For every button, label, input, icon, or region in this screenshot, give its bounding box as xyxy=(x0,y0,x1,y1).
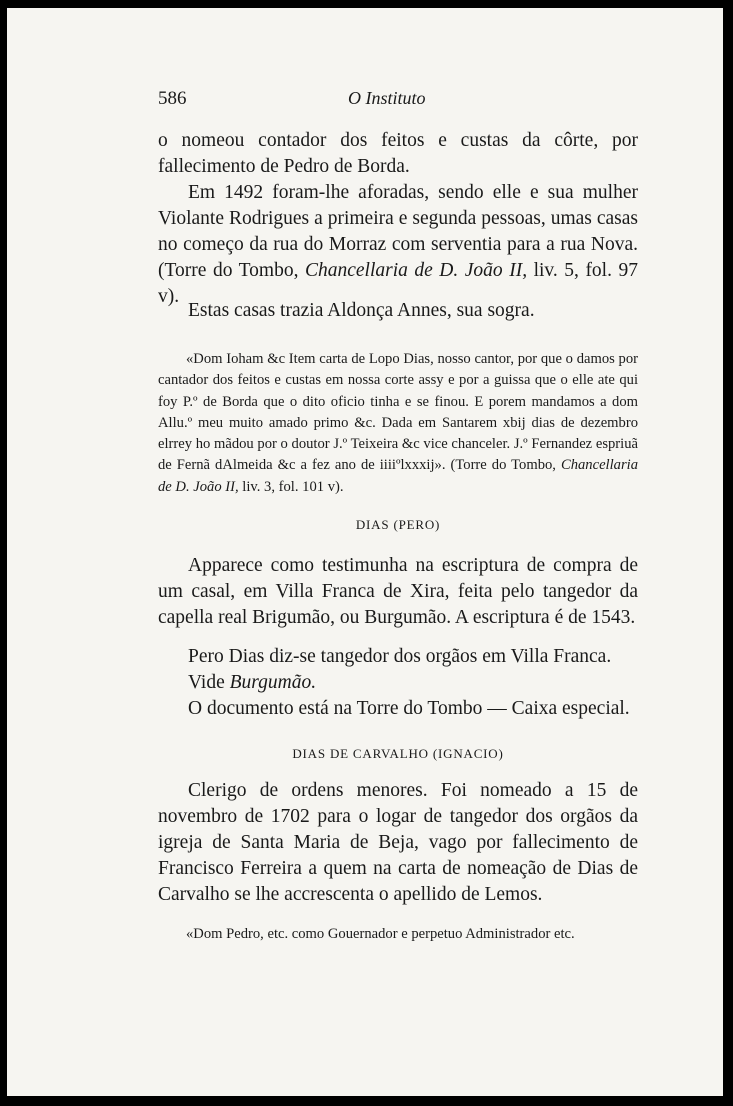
paragraph-clerigo: Clerigo de ordens menores. Foi nomeado a 15 de novembro de 1702 para o logar de tangedor dos orgãos da igreja de Santa Maria de Beja, vago por fallecimento de Francisco Ferreira a quem na carta de nomeação de Dias de Carvalho se lhe accrescenta o apellido de Lemos. xyxy=(158,780,638,905)
quote-dom-pedro: «Dom Pedro, etc. como Gouernador e perpetuo Administrador etc. xyxy=(186,926,575,942)
quote-carta-italic: Chancellaria de D. João II, xyxy=(158,457,638,495)
paragraph-aforadas-text: Em 1492 foram-lhe aforadas, sendo elle e sua mulher Violante Rodrigues a primeira e segunda pessoas, umas casas no começo da rua do Morraz com serventia para a rua Nova. (Torre do Tombo, xyxy=(158,182,638,281)
paragraph-vide xyxy=(158,670,638,696)
paragraph-aforadas-italic: Chancellaria de D. João II, xyxy=(304,260,528,281)
page-number: 586 xyxy=(158,88,187,109)
section-heading-dias-carvalho xyxy=(158,746,638,762)
section-heading-dias-carvalho-text: DIAS DE CARVALHO (IGNACIO) xyxy=(292,746,504,761)
quote-carta-lopo-dias xyxy=(158,349,638,498)
quote-carta-tail: liv. 3, fol. 101 v). xyxy=(238,478,344,495)
paragraph-aforadas-tail: liv. 5, fol. 97 v). xyxy=(158,260,638,307)
section-heading-dias-pero-text: DIAS (PERO) xyxy=(355,517,441,532)
paragraph-casas: Estas casas trazia Aldonça Annes, sua sogra. xyxy=(188,300,535,321)
paragraph-apparece: Apparece como testimunha na escriptura de compra de um casal, em Villa Franca de Xira, feita pelo tangedor da capella real Brigumão, ou Burgumão. A escriptura é de 1543. xyxy=(158,555,638,628)
page-header xyxy=(158,88,638,112)
book-page xyxy=(7,8,723,1096)
paragraph-continuation: o nomeou contador dos feitos e custas da côrte, por fallecimento de Pedro de Borda. xyxy=(158,130,638,177)
paragraph-vide-text: Vide xyxy=(188,672,230,693)
paragraph-aforadas xyxy=(158,180,638,310)
paragraph-vide-italic: Burgumão. xyxy=(229,672,317,693)
paragraph-documento: O documento está na Torre do Tombo — Caixa especial. xyxy=(188,698,630,719)
section-heading-dias-pero xyxy=(158,517,638,533)
paragraph-pero-dias: Pero Dias diz-se tangedor dos orgãos em Villa Franca. xyxy=(188,646,612,667)
running-title: O Instituto xyxy=(348,88,426,108)
quote-carta-text: «Dom Ioham &c Item carta de Lopo Dias, nosso cantor, por que o damos por cantador dos feitos e custas em nossa corte assy e por a guissa que o elle ate qui foy P.º de Borda que o dito oficio tinha e se finou. E porem mandamos a dom Allu.º meu muito amado primo &c. Dada em Santarem xbij dias de dezembro elrrey ho mãdou por o doutor J.º Teixeira &c vice chanceler. J.º Fernandez espriuã de Fernã dAlmeida &c a fez ano de iiiiºlxxxij». (Torre do Tombo, xyxy=(158,351,638,474)
